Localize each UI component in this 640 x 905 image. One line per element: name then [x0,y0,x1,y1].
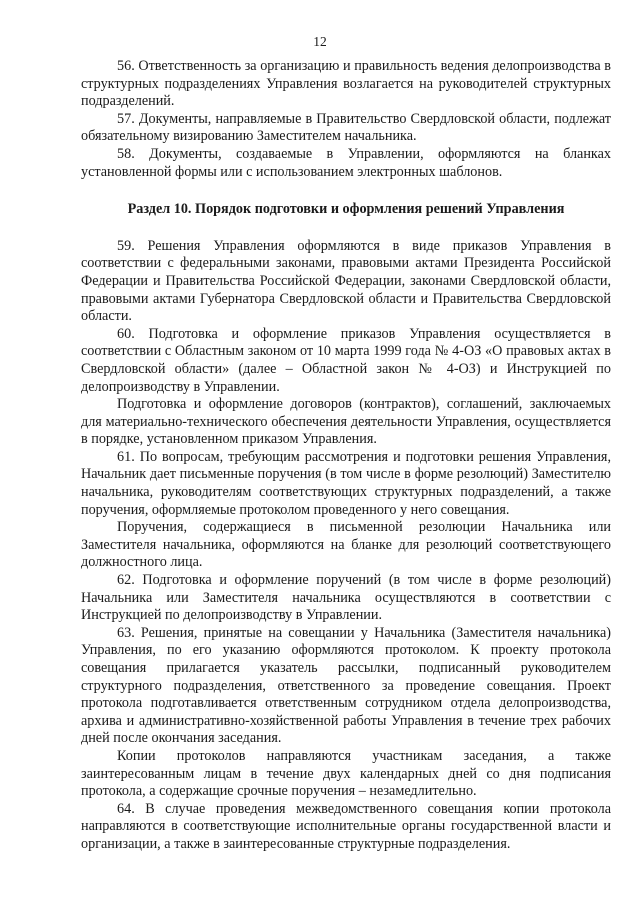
paragraph-63: 63. Решения, принятые на совещании у Начальника (Заместителя начальника) Управления, по его указанию оформляются протоколом. К проекту протокола совещания прилагается указатель рассылки, подписанный руководителем структурного подразделения, ответственного за проведение совещания. Проект протокола подготавливается ответственным сотрудником отдела делопроизводства, архива и административно-хозяйственной работы Управления в течение трех рабочих дней после окончания заседания. [81,624,611,747]
section-heading: Раздел 10. Порядок подготовки и оформления решений Управления [127,201,565,218]
paragraph-63-copies: Копии протоколов направляются участникам заседания, а также заинтересованным лицам в течение двух календарных дней со дня подписания протокола, а содержащие срочные поручения – незамедлительно. [81,747,611,800]
paragraph-64: 64. В случае проведения межведомственного совещания копии протокола направляются в соответствующие исполнительные органы государственной власти и организации, а также в заинтересованные структурные подразделения. [81,800,611,852]
paragraph-56: 56. Ответственность за организацию и правильность ведения делопроизводства в структурных подразделениях Управления возлагается на руководителей структурных подразделений. [81,58,611,110]
paragraph-60: 60. Подготовка и оформление приказов Управления осуществляется в соответствии с Областным законом от 10 марта 1999 года № 4-ОЗ «О правовых актах в Свердловской области» (далее – Областной закон № 4-ОЗ) и Инструкцией по делопроизводству в Управлении. [81,325,611,395]
page-number: 12 [313,34,327,49]
paragraph-61: 61. По вопросам, требующим рассмотрения и подготовки решения Управления, Начальник дает письменные поручения (в том числе в форме резолюций) Заместителю начальника, руководителям соответствующих структурных подразделений, а также поручения, оформляемые протоколом проведенного у него совещания. [81,448,611,518]
paragraph-60-contracts: Подготовка и оформление договоров (контрактов), соглашений, заключаемых для материально-технического обеспечения деятельности Управления, осуществляется в порядке, установленном приказом Управления. [81,396,611,448]
paragraph-59: 59. Решения Управления оформляются в виде приказов Управления в соответствии с федеральными законами, правовыми актами Президента Российской Федерации и Правительства Российской Федерации, законами Свердловской области, правовыми актами Губернатора Свердловской области и Правительства Свердловской области. [81,237,611,325]
paragraph-62: 62. Подготовка и оформление поручений (в том числе в форме резолюций) Начальника или Заместителя начальника осуществляются в соответствии с Инструкцией по делопроизводству в Управлении. [81,572,611,624]
document-body [81,58,611,854]
paragraph-58: 58. Документы, создаваемые в Управлении, оформляются на бланках установленной формы или с использованием электронных шаблонов. [81,145,611,180]
paragraph-57: 57. Документы, направляемые в Правительство Свердловской области, подлежат обязательному визированию Заместителем начальника. [81,110,611,145]
paragraph-61-resolutions: Поручения, содержащиеся в письменной резолюции Начальника или Заместителя начальника, оформляются на бланке для резолюций соответствующего должностного лица. [81,519,611,571]
